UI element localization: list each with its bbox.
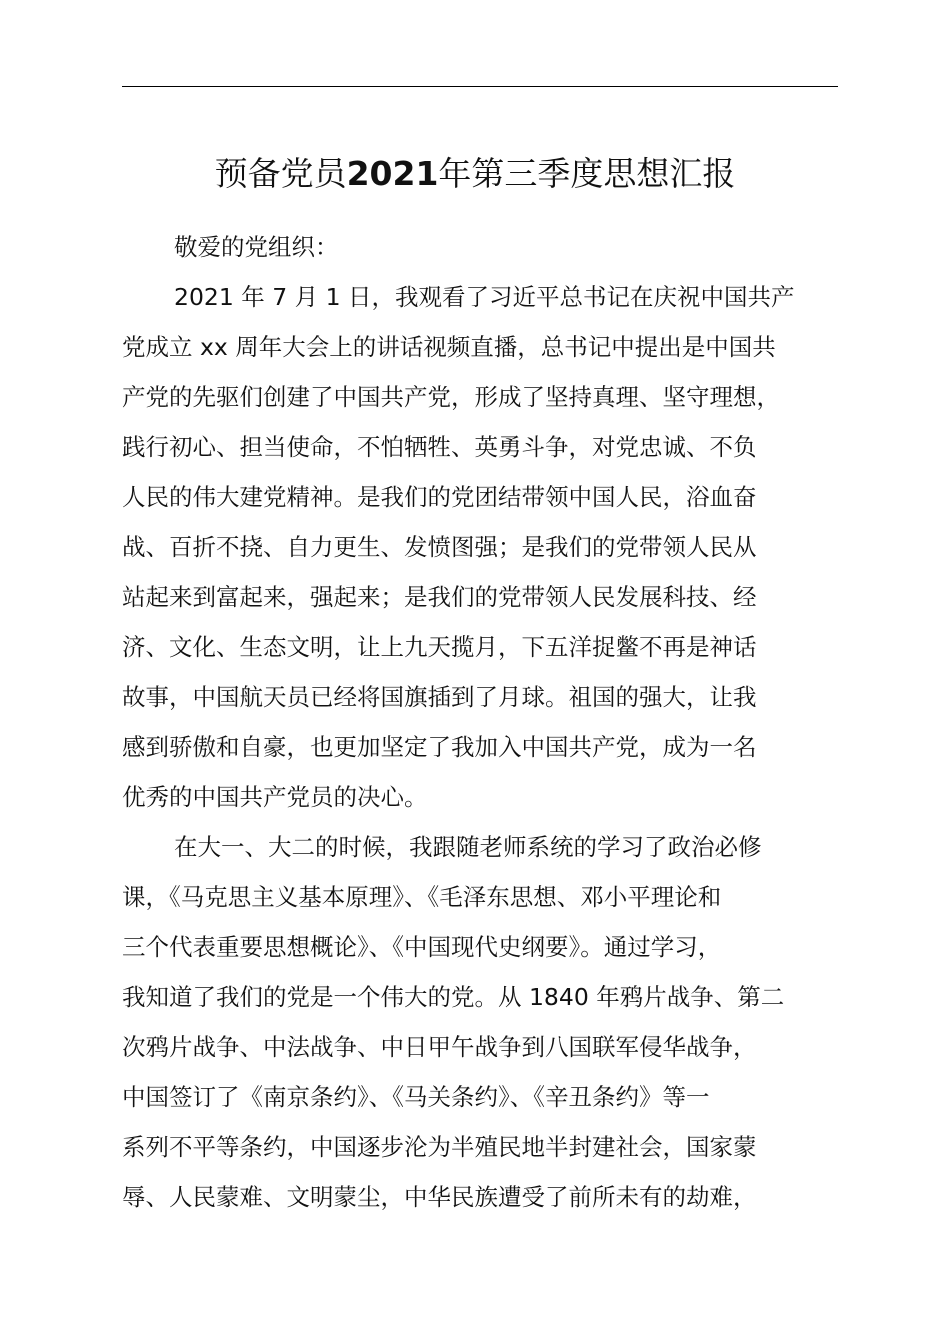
title-suffix: 年第三季度思想汇报 bbox=[438, 154, 736, 193]
body-line: 2021 年 7 月 1 日，我观看了习近平总书记在庆祝中国共产 bbox=[174, 283, 795, 311]
body-line: 战、百折不挠、自力更生、发愤图强；是我们的党带领人民从 bbox=[122, 533, 757, 561]
body-line: 人民的伟大建党精神。是我们的党团结带领中国人民，浴血奋 bbox=[122, 483, 757, 511]
header-rule bbox=[122, 86, 838, 87]
body-line: 站起来到富起来，强起来；是我们的党带领人民发展科技、经 bbox=[122, 583, 757, 611]
body-line: 感到骄傲和自豪，也更加坚定了我加入中国共产党，成为一名 bbox=[122, 733, 757, 761]
title-prefix: 预备党员 bbox=[214, 154, 347, 193]
body-line: 辱、人民蒙难、文明蒙尘，中华民族遭受了前所未有的劫难， bbox=[122, 1183, 757, 1211]
body-line: 党成立 xx 周年大会上的讲话视频直播，总书记中提出是中国共 bbox=[122, 333, 776, 361]
body-line: 产党的先驱们创建了中国共产党，形成了坚持真理、坚守理想， bbox=[122, 383, 780, 411]
body-line: 中国签订了《南京条约》、《马关条约》、《辛丑条约》等一 bbox=[122, 1083, 710, 1111]
body-line: 次鸦片战争、中法战争、中日甲午战争到八国联军侵华战争， bbox=[122, 1033, 757, 1061]
body-line: 系列不平等条约，中国逐步沦为半殖民地半封建社会，国家蒙 bbox=[122, 1133, 757, 1161]
document-title bbox=[0, 148, 950, 200]
body-line: 济、文化、生态文明，让上九天揽月，下五洋捉鳖不再是神话 bbox=[122, 633, 757, 661]
title-year: 2021 bbox=[346, 154, 439, 193]
body-line: 践行初心、担当使命，不怕牺牲、英勇斗争，对党忠诚、不负 bbox=[122, 433, 757, 461]
body-line: 优秀的中国共产党员的决心。 bbox=[122, 783, 428, 811]
body-line: 在大一、大二的时候，我跟随老师系统的学习了政治必修 bbox=[174, 833, 762, 861]
body-line: 故事，中国航天员已经将国旗插到了月球。祖国的强大，让我 bbox=[122, 683, 757, 711]
document-body bbox=[122, 222, 842, 1222]
salutation: 敬爱的党组织： bbox=[174, 233, 339, 261]
body-line: 三个代表重要思想概论》、《中国现代史纲要》。通过学习， bbox=[122, 933, 722, 961]
body-line: 我知道了我们的党是一个伟大的党。从 1840 年鸦片战争、第二 bbox=[122, 983, 785, 1011]
body-line: 课，《马克思主义基本原理》、《毛泽东思想、邓小平理论和 bbox=[122, 883, 722, 911]
